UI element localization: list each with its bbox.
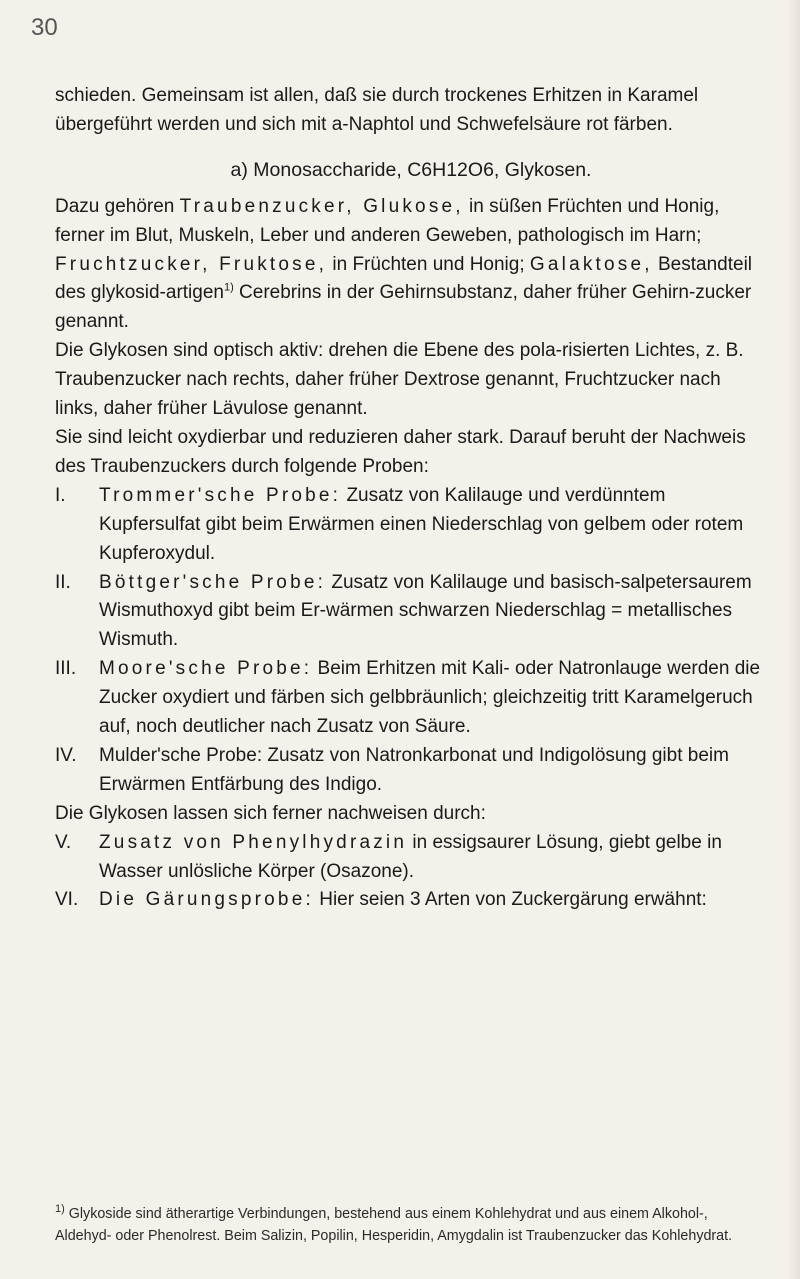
test-name: Trommer'sche Probe: — [99, 484, 342, 506]
list-number: V. — [55, 831, 72, 853]
test-name: Moore'sche Probe: — [99, 658, 313, 680]
paragraph-oxidation: Sie sind leicht oxydierbar und reduzieren daher stark. Darauf beruht der Nachweis des Traubenzuckers durch folgende Proben: — [55, 426, 746, 477]
test-name: Zusatz von Phenylhydrazin — [99, 831, 408, 853]
test-list-2 — [55, 829, 767, 916]
test-description: Zusatz von Natronkarbonat und Indigolösung gibt beim Erwärmen Entfärbung des Indigo. — [99, 744, 729, 795]
paragraph-optical-activity: Die Glykosen sind optisch aktiv: drehen die Ebene des pola-risierten Lichtes, z. B. Traubenzucker nach rechts, daher früher Dextrose genannt, Fruchtzucker nach links, daher früher Lävulose genannt. — [55, 340, 744, 420]
test-description: Zusatz von Kalilauge und verdünntem Kupfersulfat gibt beim Erwärmen einen Niederschlag von gelbem oder rotem Kupferoxydul. — [99, 484, 744, 564]
p1-text-g: Bestandteil des glykosid-artigen — [55, 253, 753, 304]
list-item — [55, 482, 767, 569]
footnote-text: Glykoside sind ätherartige Verbindungen, bestehend aus einem Kohlehydrat und aus einem Alkohol-, Aldehyd- oder Phenolrest. Beim Salizin, Popilin, Hesperidin, Amygdalin ist Traubenzucker das Kohlehydrat. — [55, 1206, 733, 1244]
paragraph-glykosen — [55, 193, 767, 338]
test-name: Die Gärungsprobe: — [99, 889, 314, 911]
intro-paragraph: schieden. Gemeinsam ist allen, daß sie durch trockenes Erhitzen in Karamel übergeführt werden und sich mit a-Naphtol und Schwefelsäure rot färben. — [55, 85, 699, 135]
p1-text-a: Dazu gehören — [55, 195, 180, 217]
p1-text-h: Cerebrins in der Gehirnsubstanz, daher früher Gehirn-zucker genannt. — [55, 282, 752, 333]
list-item — [55, 886, 767, 915]
test-description: Beim Erhitzen mit Kali- oder Natronlauge werden die Zucker oxydiert und färben sich gelbbräunlich; gleichzeitig tritt Karamelgeruch auf, noch deutlicher nach Zusatz von Säure. — [99, 658, 761, 738]
test-description: in essigsaurer Lösung, giebt gelbe in Wasser unlösliche Körper (Osazone). — [99, 831, 722, 882]
body-text — [55, 82, 767, 915]
test-name: Böttger'sche Probe: — [99, 571, 327, 593]
list-item — [55, 569, 767, 656]
list-number: I. — [55, 484, 66, 506]
test-name: Mulder'sche Probe: — [99, 744, 263, 766]
page-edge-shadow — [788, 0, 800, 1279]
p1-text-c: in süßen Früchten und Honig, ferner im Blut, Muskeln, Leber und anderen Geweben, pathologisch im Harn; — [55, 195, 720, 246]
list-item — [55, 742, 767, 800]
test-description: Zusatz von Kalilauge und basisch-salpetersaurem Wismuthoxyd gibt beim Er-wärmen schwarzen Niederschlag = metallisches Wismuth. — [99, 571, 752, 651]
term-fruchtzucker: Fruchtzucker, Fruktose, — [55, 253, 328, 275]
footnote — [55, 1203, 767, 1247]
list-item-text — [99, 829, 767, 887]
list-number: VI. — [55, 889, 79, 911]
list-number: II. — [55, 571, 71, 593]
test-list — [55, 482, 767, 800]
list-item — [55, 655, 767, 742]
footnote-mark: 1) — [55, 1203, 65, 1216]
list-number: IV. — [55, 744, 77, 766]
list-item-text — [99, 655, 767, 742]
term-galaktose: Galaktose, — [529, 253, 653, 275]
list-item — [55, 829, 767, 887]
page-number: 30 — [31, 14, 58, 41]
list-item-text — [99, 742, 767, 800]
paragraph-further-tests: Die Glykosen lassen sich ferner nachweisen durch: — [55, 802, 486, 824]
list-item-text — [99, 886, 767, 915]
footnote-reference: 1) — [223, 282, 234, 295]
list-number: III. — [55, 658, 77, 680]
test-description: Hier seien 3 Arten von Zuckergärung erwähnt: — [313, 889, 707, 911]
section-heading: a) Monosaccharide, C6H12O6, Glykosen. — [230, 158, 592, 181]
list-item-text — [99, 482, 767, 569]
p1-text-e: in Früchten und Honig; — [327, 253, 530, 275]
list-item-text — [99, 569, 767, 656]
term-traubenzucker: Traubenzucker, Glukose, — [179, 195, 464, 217]
